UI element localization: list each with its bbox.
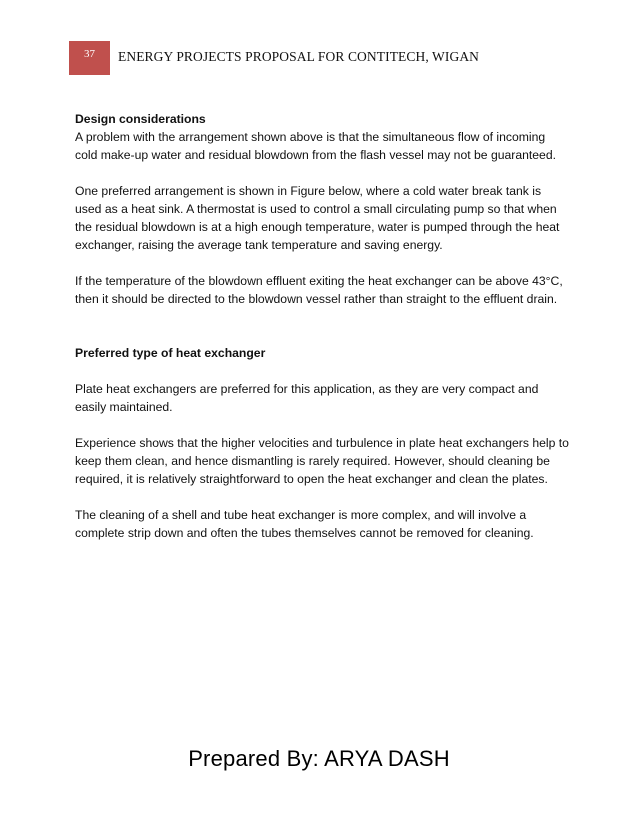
paragraph: A problem with the arrangement shown above is that the simultaneous flow of incoming cold make-up water and residual blowdown from the flash vessel may not be guaranteed. (75, 130, 556, 162)
document-header-title: ENERGY PROJECTS PROPOSAL FOR CONTITECH, WIGAN (118, 49, 480, 64)
paragraph: Plate heat exchangers are preferred for this application, as they are very compact and easily maintained. (75, 382, 539, 414)
paragraph: One preferred arrangement is shown in Figure below, where a cold water break tank is used as a heat sink. A thermostat is used to control a small circulating pump so that when the residual blowdown is at a high enough temperature, water is pumped through the heat exchanger, raising the average tank temperature and saving energy. (75, 184, 560, 252)
paragraph: If the temperature of the blowdown effluent exiting the heat exchanger can be above 43°C, then it should be directed to the blowdown vessel rather than straight to the effluent drain. (75, 274, 563, 306)
paragraph: Experience shows that the higher velocities and turbulence in plate heat exchangers help to keep them clean, and hence dismantling is rarely required. However, should cleaning be required, it is relatively straightforward to open the heat exchanger and clean the plates. (75, 436, 569, 486)
page-number: 37 (84, 48, 95, 60)
spacer (75, 326, 570, 344)
prepared-by-footer: Prepared By: ARYA DASH (188, 746, 450, 771)
section-heading-preferred-heat-exchanger: Preferred type of heat exchanger (75, 346, 266, 360)
document-body (75, 110, 570, 560)
section-heading-design-considerations: Design considerations (75, 112, 206, 126)
paragraph: The cleaning of a shell and tube heat exchanger is more complex, and will involve a complete strip down and often the tubes themselves cannot be removed for cleaning. (75, 508, 534, 540)
page-number-badge (69, 41, 110, 75)
